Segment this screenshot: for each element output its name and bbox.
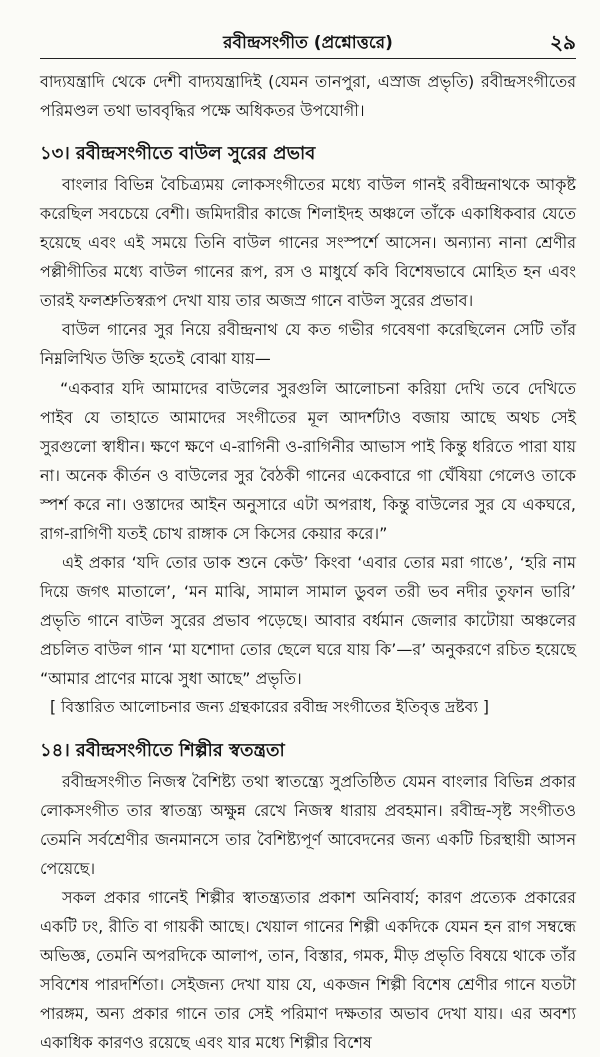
- intro-paragraph: বাদ্যযন্ত্রাদি থেকে দেশী বাদ্যযন্ত্রাদিই (যেমন তানপুরা, এস্রাজ প্রভৃতি) রবীন্দ্রসংগীতের পরিমণ্ডল তথা ভাববৃদ্ধির পক্ষে অধিকতর উপযোগী।: [40, 72, 576, 120]
- section-13-paragraph-2: বাউল গানের সুর নিয়ে রবীন্দ্রনাথ যে কত গভীর গবেষণা করেছিলেন সেটি তাঁর নিম্নলিখিত উক্তি হতেই বোঝা যায়—: [40, 320, 576, 368]
- section-14-title: রবীন্দ্রসংগীতে শিল্পীর স্বতন্ত্রতা: [75, 740, 285, 761]
- section-14-number: ১৪।: [40, 740, 70, 761]
- reference-note: [ বিস্তারিত আলোচনার জন্য গ্রন্থকারের রবীন্দ্র সংগীতের ইতিবৃত্ত দ্রষ্টব্য ]: [50, 698, 489, 716]
- tagore-quotation: “একবার যদি আমাদের বাউলের সুরগুলি আলোচনা করিয়া দেখি তবে দেখিতে পাইব যে তাহাতে আমাদের সংগীতের মূল আদর্শটাও বজায় আছে অথচ সেই সুরগুলো স্বাধীন। ক্ষণে ক্ষণে এ-রাগিনী ও-রাগিনীর আভাস পাই কিন্তু ধরিতে পারা যায় না। অনেক কীর্তন ও বাউলের সুর বৈঠকী গানের একেবারে গা ঘেঁষিয়া গেলেও তাকে স্পর্শ করে না। ওস্তাদের আইন অনুসারে এটা অপরাধ, কিন্তু বাউলের সুর যে একঘরে, রাগ-রাগিণী যতই চোখ রাঙ্গাক সে কিসের কেয়ার করে।”: [40, 379, 576, 543]
- section-14-paragraph-2: সকল প্রকার গানেই শিল্পীর স্বাতন্ত্র্যতার প্রকাশ অনিবার্য; কারণ প্রত্যেক প্রকারের একটি ঢং, রীতি বা গায়কী আছে। খেয়াল গানের শিল্পী একদিকে যেমন হন রাগ সম্বন্ধে অভিজ্ঞ, তেমনি অপরদিকে আলাপ, তান, বিস্তার, গমক, মীড় প্রভৃতি বিষয়ে থাকে তাঁর সবিশেষ পারদর্শিতা। সেইজন্য দেখা যায় যে, একজন শিল্পী বিশেষ শ্রেণীর গানে যতটা পারঙ্গম, অন্য প্রকার গানে তার সেই পরিমাণ দক্ষতার অভাব দেখা যায়। এর অবশ্য একাধিক কারণও রয়েছে এবং যার মধ্যে শিল্পীর বিশেষ: [40, 888, 576, 1052]
- section-13-heading: [40, 137, 576, 170]
- page-number: ২৯: [550, 30, 576, 54]
- section-14-heading: [40, 734, 576, 767]
- running-title: রবীন্দ্রসংগীত (প্রশ্নোত্তরে): [223, 33, 393, 53]
- section-13-number: ১৩।: [40, 143, 70, 164]
- running-header: [40, 24, 576, 59]
- section-13-paragraph-1: বাংলার বিভিন্ন বৈচিত্র্যময় লোকসংগীতের মধ্যে বাউল গানই রবীন্দ্রনাথকে আকৃষ্ট করেছিল সবচেয়ে বেশী। জমিদারীর কাজে শিলাইদহ অঞ্চলে তাঁকে একাধিকবার যেতে হয়েছে এবং এই সময়ে তিনি বাউল গানের সংস্পর্শে আসেন। অন্যান্য নানা শ্রেণীর পল্লীগীতির মধ্যে বাউল গানের রূপ, রস ও মাধুর্যে কবি বিশেষভাবে মোহিত হন এবং তারই ফলশ্রুতিস্বরূপ দেখা যায় তার অজস্র গানে বাউল সুরের প্রভাব।: [40, 175, 576, 310]
- section-14-paragraph-1: রবীন্দ্রসংগীত নিজস্ব বৈশিষ্ট্য তথা স্বাতন্ত্র্যে সুপ্রতিষ্ঠিত যেমন বাংলার বিভিন্ন প্রকার লোকসংগীত তার স্বাতন্ত্র্য অক্ষুন্ন রেখে নিজস্ব ধারায় প্রবহমান। রবীন্দ্র-সৃষ্ট সংগীতও তেমনি সর্বশ্রেণীর জনমানসে তার বৈশিষ্ট্যপূর্ণ আবেদনের জন্য একটি চিরস্থায়ী আসন পেয়েছে।: [40, 772, 576, 878]
- section-13-paragraph-3: এই প্রকার ‘যদি তোর ডাক শুনে কেউ’ কিংবা ‘এবার তোর মরা গাঙে’, ‘হরি নাম দিয়ে জগৎ মাতালে’, ‘মন মাঝি, সামাল সামাল ডুবল তরী ভব নদীর তুফান ভারি’ প্রভৃতি গানে বাউল সুরের প্রভাব পড়েছে। আবার বর্ধমান জেলার কাটোয়া অঞ্চলের প্রচলিত বাউল গান ‘মা যশোদা তোর ছেলে ঘরে যায় কি’—র’ অনুকরণে রচিত হয়েছে “আমার প্রাণের মাঝে সুধা আছে” প্রভৃতি।: [40, 553, 576, 688]
- section-13-title: রবীন্দ্রসংগীতে বাউল সুরের প্রভাব: [75, 143, 316, 164]
